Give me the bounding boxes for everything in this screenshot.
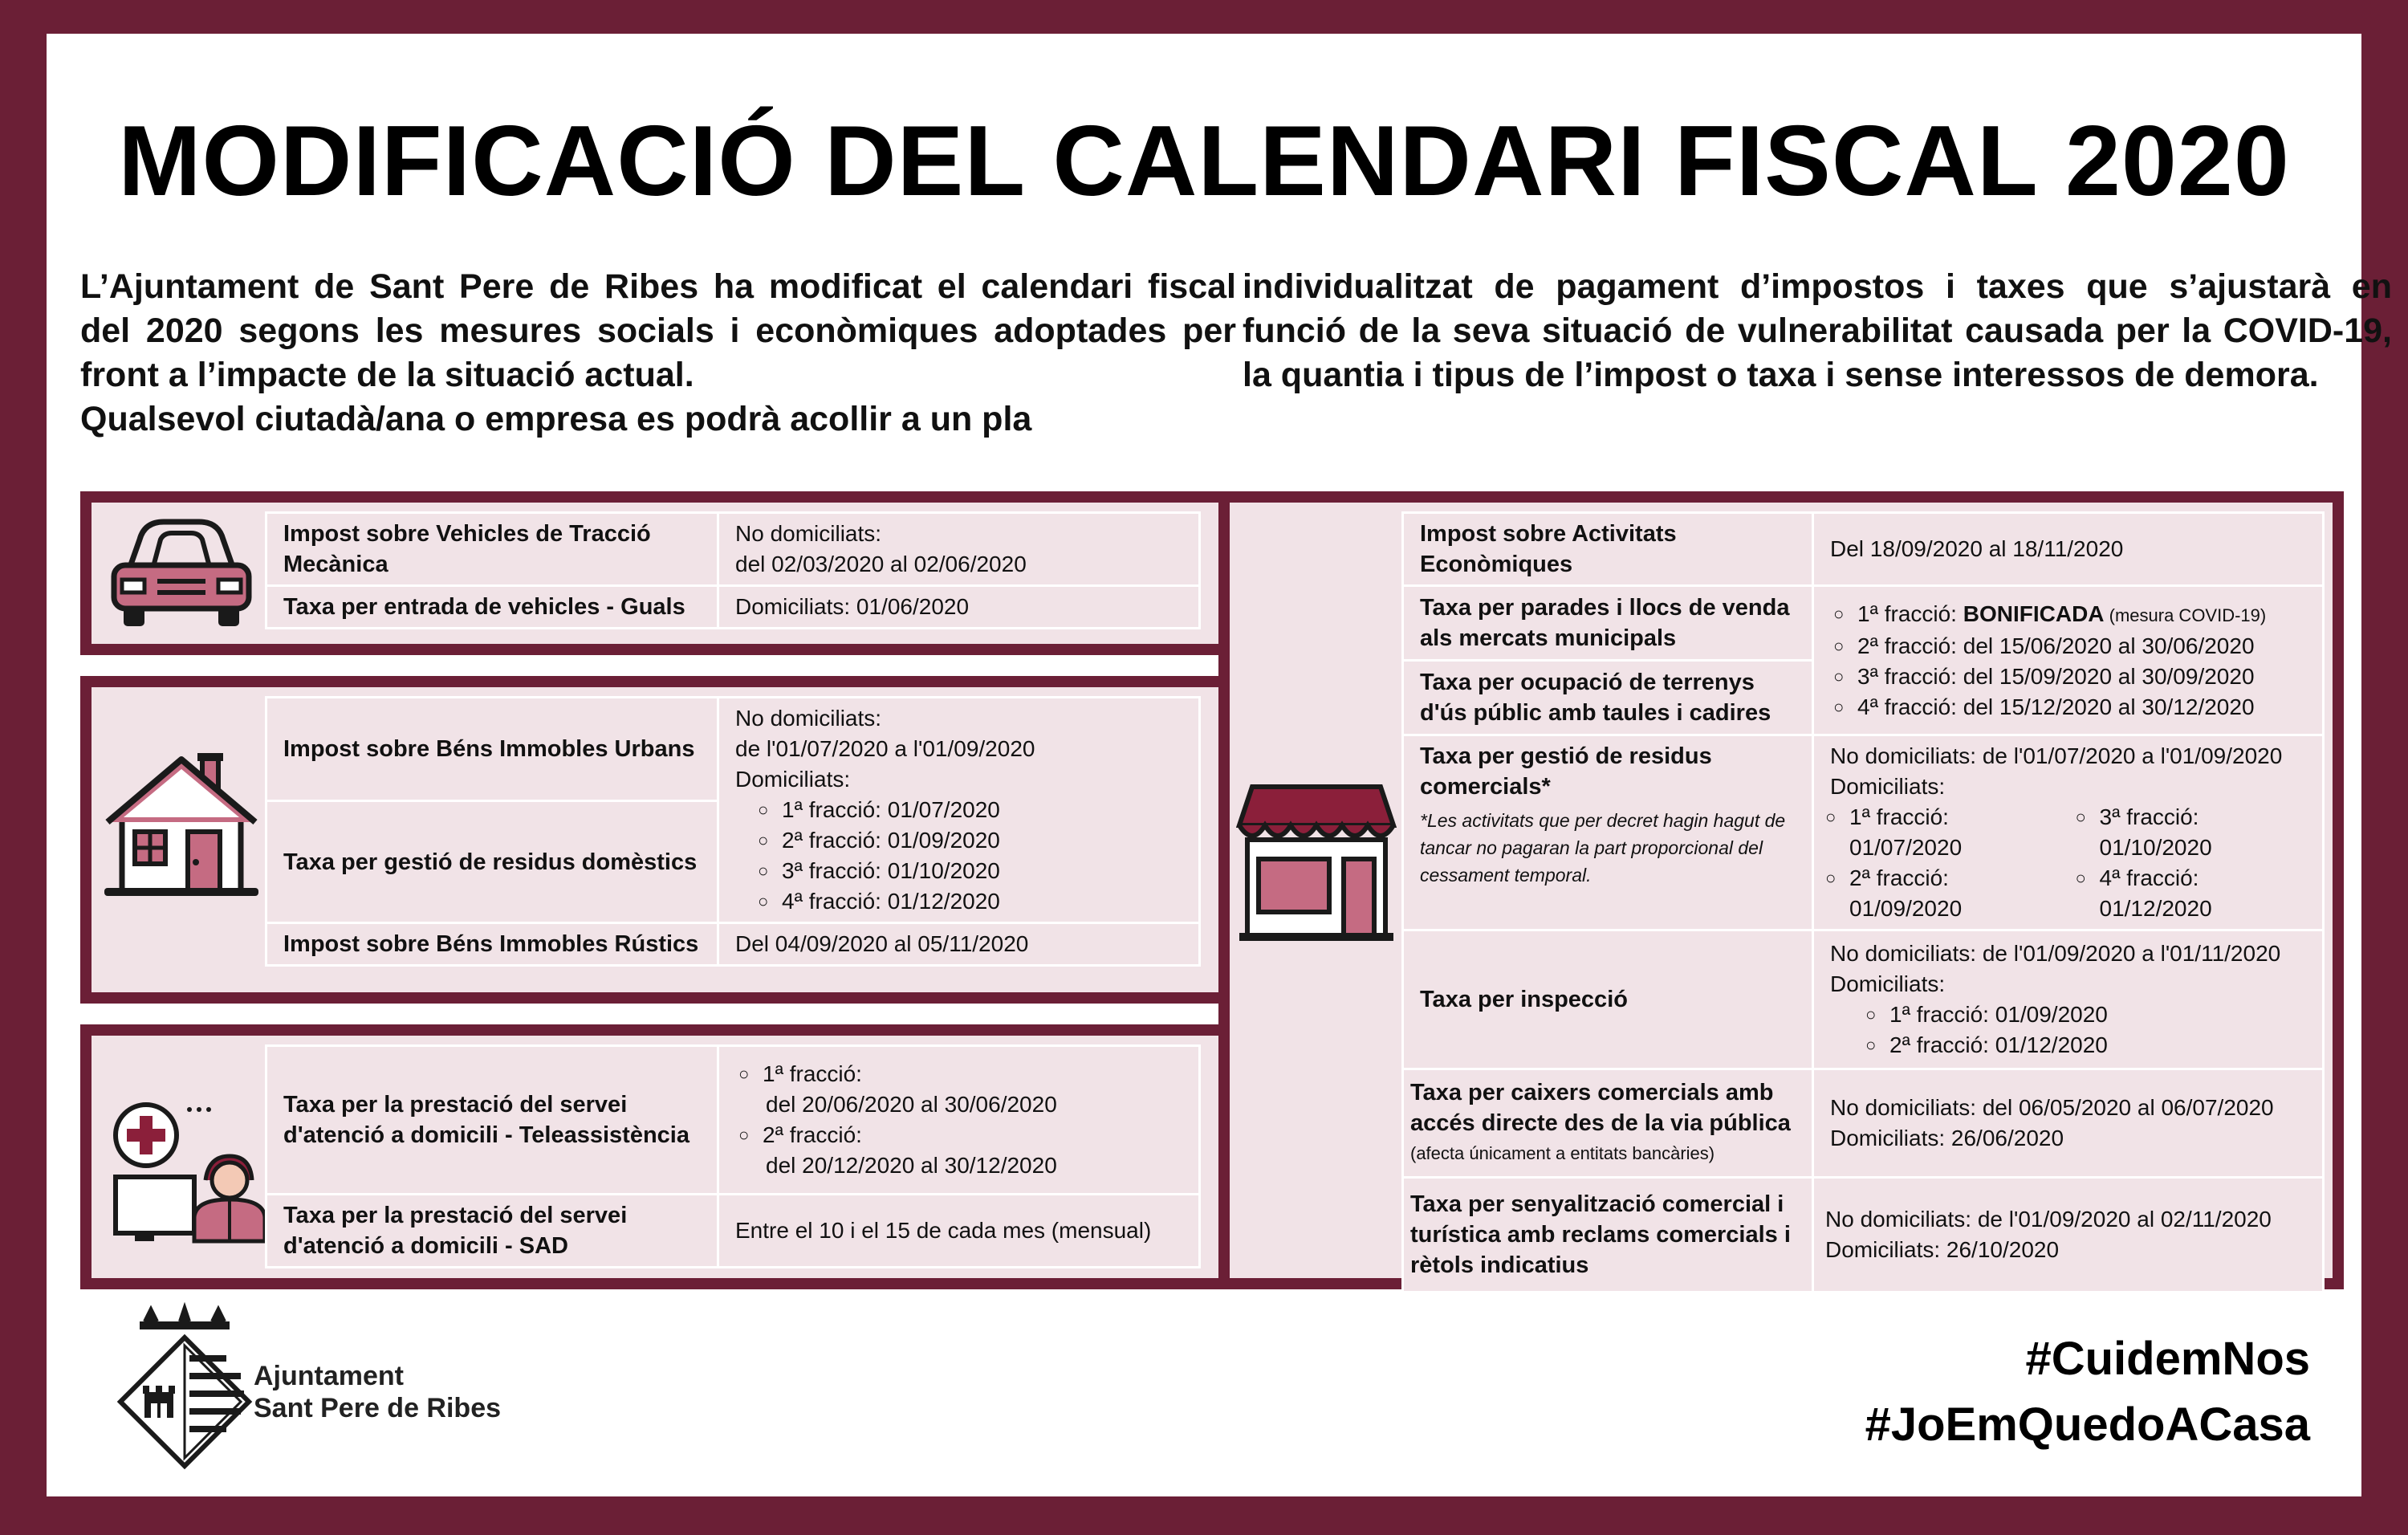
intro-paragraph-3: individualitzat de pagament d’impostos i taxes que s’ajustarà en funció de la seva situació de vulnerabilitat causada per la COVID-19, la quantia i tipus de l’impost o taxa i sense interessos de demora. bbox=[1243, 267, 2392, 394]
instalment-item: ○ 3ª fracció: 01/10/2020 bbox=[755, 856, 1182, 886]
date-line: Domiciliats: bbox=[735, 767, 851, 792]
table-row bbox=[1403, 586, 2324, 661]
instalment-item: ○ 2ª fracció: bbox=[735, 1120, 1182, 1150]
tax-dates bbox=[1813, 930, 2324, 1069]
tax-name: Taxa per entrada de vehicles - Guals bbox=[266, 586, 718, 629]
hashtag: #CuidemNos bbox=[2025, 1333, 2310, 1385]
instalment-item: ○ 1ª fracció: 01/07/2020 bbox=[1822, 802, 2056, 863]
table-row bbox=[266, 1195, 1200, 1268]
date-line: Domiciliats: 26/06/2020 bbox=[1830, 1126, 2064, 1150]
date-line: Domiciliats: 26/10/2020 bbox=[1825, 1237, 2060, 1262]
instalment-item: ○ 4ª fracció: 01/12/2020 bbox=[2072, 863, 2307, 924]
covid-note: (mesura COVID-19) bbox=[2104, 605, 2267, 625]
table-row bbox=[266, 586, 1200, 629]
table-row bbox=[1403, 735, 2324, 930]
tax-name-text: Taxa per caixers comercials amb accés directe des de la via pública bbox=[1410, 1080, 1791, 1136]
tax-dates bbox=[1813, 1069, 2324, 1178]
date-line: No domiciliats: de l'01/09/2020 a l'01/11/2020 bbox=[1830, 941, 2281, 966]
vehicles-table bbox=[265, 511, 1201, 629]
date-line: Domiciliats: bbox=[1830, 774, 1946, 799]
intro-left bbox=[80, 265, 1236, 442]
intro-paragraph-1: L’Ajuntament de Sant Pere de Ribes ha modificat el calendari fiscal del 2020 segons les mesures socials i econòmiques adoptades per front a l’impacte de la situació actual. bbox=[80, 267, 1236, 394]
intro-right bbox=[1243, 265, 2392, 397]
date-line: No domiciliats: bbox=[735, 521, 882, 546]
instalment-item: ○ 1ª fracció: 01/07/2020 bbox=[755, 795, 1182, 825]
instalment-item: ○ 3ª fracció: del 15/09/2020 al 30/09/2020 bbox=[1830, 662, 2306, 692]
tax-name: Taxa per parades i llocs de venda als mercats municipals bbox=[1403, 586, 1813, 661]
table-row bbox=[266, 513, 1200, 586]
table-row bbox=[1403, 1069, 2324, 1178]
date-line: No domiciliats: de l'01/07/2020 a l'01/09/2020 bbox=[1830, 743, 2283, 768]
date-line: de l'01/07/2020 a l'01/09/2020 bbox=[735, 736, 1035, 761]
property-table bbox=[265, 696, 1201, 967]
date-line: No domiciliats: bbox=[735, 706, 882, 731]
hashtag: #JoEmQuedoACasa bbox=[1865, 1399, 2310, 1451]
instalment-item: ○ 2ª fracció: 01/09/2020 bbox=[1822, 863, 2056, 924]
intro-paragraph-2: Qualsevol ciutadà/ana o empresa es podrà acollir a un pla bbox=[80, 400, 1032, 438]
logo-line: Sant Pere de Ribes bbox=[254, 1393, 502, 1423]
shop-icon bbox=[1236, 779, 1397, 944]
poster-page bbox=[47, 34, 2392, 1496]
tax-name: Taxa per gestió de residus domèstics bbox=[266, 801, 718, 923]
tax-name: Impost sobre Béns Immobles Rústics bbox=[266, 923, 718, 966]
tax-subnote: (afecta únicament a entitats bancàries) bbox=[1410, 1143, 1715, 1163]
tax-name: Taxa per inspecció bbox=[1403, 930, 1813, 1069]
table-row bbox=[266, 923, 1200, 966]
tax-name bbox=[1403, 1069, 1813, 1178]
date-line: del 20/06/2020 al 30/06/2020 bbox=[766, 1092, 1057, 1117]
table-row bbox=[266, 1046, 1200, 1195]
tax-name bbox=[1403, 735, 1813, 930]
instalment-grid bbox=[1822, 802, 2306, 924]
care-table bbox=[265, 1044, 1201, 1268]
tax-name: Impost sobre Activitats Econòmiques bbox=[1403, 513, 1813, 586]
table-row bbox=[1403, 1178, 2324, 1293]
tax-name-text: Taxa per gestió de residus comercials* bbox=[1420, 743, 1712, 800]
logo-line: Ajuntament bbox=[254, 1361, 404, 1391]
instalment-item: ○ 2ª fracció: 01/12/2020 bbox=[1862, 1030, 2306, 1061]
tax-dates bbox=[1813, 735, 2324, 930]
tax-dates: Entre el 10 i el 15 de cada mes (mensual) bbox=[718, 1195, 1200, 1268]
table-row bbox=[1403, 930, 2324, 1069]
tax-dates: Del 04/09/2020 al 05/11/2020 bbox=[718, 923, 1200, 966]
page-title: MODIFICACIÓ DEL CALENDARI FISCAL 2020 bbox=[118, 106, 2290, 217]
instalment-item bbox=[1830, 599, 2306, 631]
tax-name: Taxa per ocupació de terrenys d'ús públic amb taules i cadires bbox=[1403, 661, 1813, 735]
instalment-item: ○ 2ª fracció: del 15/06/2020 al 30/06/2020 bbox=[1830, 631, 2306, 662]
tax-dates bbox=[1813, 1178, 2324, 1293]
date-line: del 20/12/2020 al 30/12/2020 bbox=[766, 1153, 1057, 1178]
tax-dates bbox=[718, 698, 1200, 923]
car-icon bbox=[108, 515, 255, 636]
tax-name: Taxa per la prestació del servei d'atenció a domicili - Teleassistència bbox=[266, 1046, 718, 1195]
tax-dates bbox=[718, 1046, 1200, 1195]
tax-dates: Del 18/09/2020 al 18/11/2020 bbox=[1813, 513, 2324, 586]
tax-dates bbox=[1813, 586, 2324, 735]
tax-name: Impost sobre Vehicles de Tracció Mecànica bbox=[266, 513, 718, 586]
logo-text bbox=[254, 1360, 501, 1424]
table-row bbox=[1403, 513, 2324, 586]
tax-name: Taxa per senyalització comercial i turística amb reclams comercials i rètols indicatius bbox=[1403, 1178, 1813, 1293]
instalment-item: ○ 2ª fracció: 01/09/2020 bbox=[755, 825, 1182, 856]
instalment-item: ○ 1ª fracció: bbox=[735, 1059, 1182, 1089]
home-care-icon bbox=[111, 1100, 271, 1244]
instalment-item: ○ 3ª fracció: 01/10/2020 bbox=[2072, 802, 2307, 863]
bonus-label: BONIFICADA bbox=[1963, 601, 2105, 626]
business-table bbox=[1401, 511, 2325, 1293]
instalment-label: 1ª fracció: bbox=[1857, 601, 1963, 626]
tax-dates: Domiciliats: 01/06/2020 bbox=[718, 586, 1200, 629]
tax-dates bbox=[718, 513, 1200, 586]
date-line: Domiciliats: bbox=[1830, 971, 1946, 996]
date-line: No domiciliats: de l'01/09/2020 al 02/11/2020 bbox=[1825, 1207, 2272, 1232]
instalment-item: ○ 4ª fracció: 01/12/2020 bbox=[755, 886, 1182, 917]
footnote: *Les activitats que per decret hagin hagut de tancar no pagaran la part proporcional del cessament temporal. bbox=[1420, 810, 1786, 886]
house-icon bbox=[103, 748, 260, 898]
date-line: No domiciliats: del 06/05/2020 al 06/07/2020 bbox=[1830, 1095, 2274, 1120]
table-row bbox=[266, 698, 1200, 801]
tax-name: Impost sobre Béns Immobles Urbans bbox=[266, 698, 718, 801]
date-line: del 02/03/2020 al 02/06/2020 bbox=[735, 552, 1027, 576]
hashtags bbox=[1865, 1326, 2310, 1458]
instalment-item: ○ 1ª fracció: 01/09/2020 bbox=[1862, 1000, 2306, 1030]
municipal-shield-logo bbox=[116, 1302, 254, 1472]
instalment-item: ○ 4ª fracció: del 15/12/2020 al 30/12/2020 bbox=[1830, 692, 2306, 723]
tax-name: Taxa per la prestació del servei d'atenció a domicili - SAD bbox=[266, 1195, 718, 1268]
